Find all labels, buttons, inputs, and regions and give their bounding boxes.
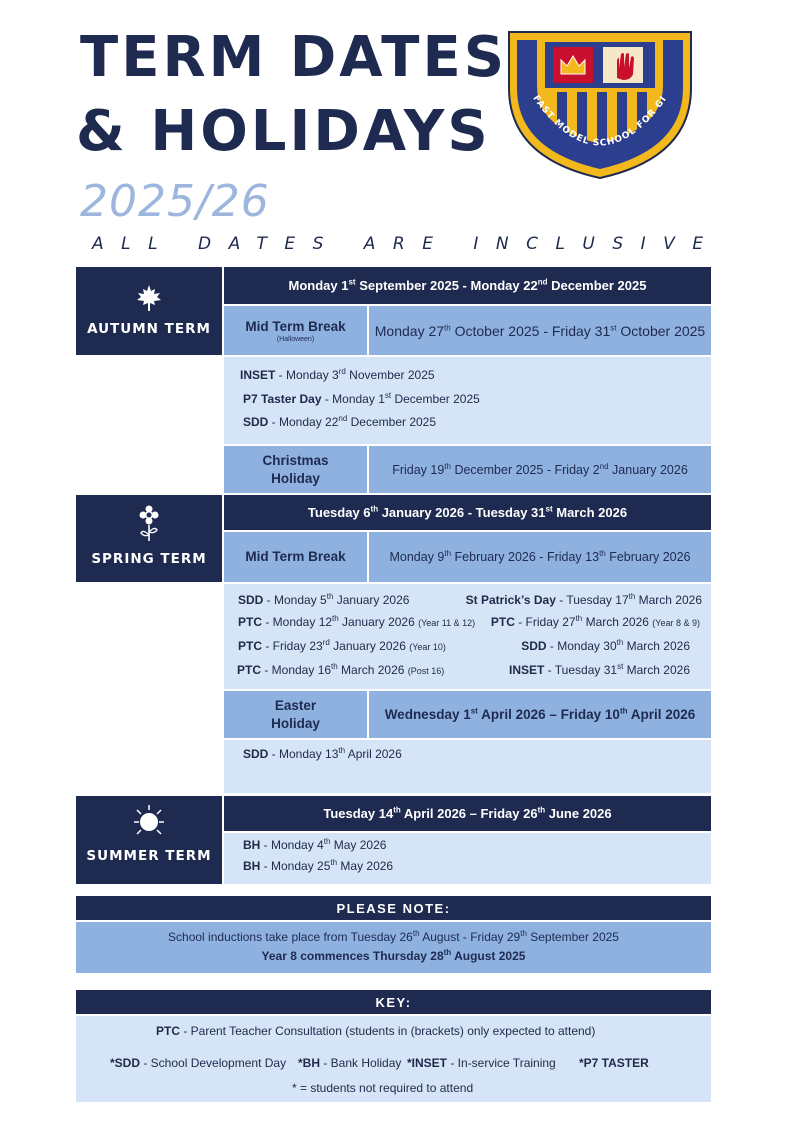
spring-event-right-3: SDD - Monday 30th March 2026 bbox=[521, 638, 690, 653]
spring-mid-term-dates: Monday 9th February 2026 - Friday 13th February 2026 bbox=[369, 532, 711, 582]
spring-event-right-2: PTC - Friday 27th March 2026 (Year 8 & 9) bbox=[490, 614, 700, 629]
summer-term-label: SUMMER TERM bbox=[86, 848, 212, 864]
autumn-event-sdd: SDD - Monday 22nd December 2025 bbox=[243, 414, 437, 429]
easter-holiday-dates: Wednesday 1st April 2026 – Friday 10th April 2026 bbox=[369, 691, 711, 738]
spring-events bbox=[224, 584, 711, 689]
spring-event-right-4: INSET - Tuesday 31st March 2026 bbox=[509, 662, 690, 677]
key-title: KEY: bbox=[375, 994, 412, 1010]
sun-icon bbox=[129, 804, 169, 838]
flower-icon bbox=[136, 505, 162, 543]
inclusive-subtitle: ALL DATES ARE INCLUSIVE bbox=[92, 234, 721, 254]
autumn-event-inset: INSET - Monday 3rd November 2025 bbox=[240, 367, 435, 382]
summer-events bbox=[224, 833, 711, 884]
maple-leaf-icon bbox=[134, 283, 164, 313]
autumn-range-text: Monday 1st September 2025 - Monday 22nd December 2025 bbox=[288, 277, 647, 293]
easter-label-2: Holiday bbox=[271, 715, 320, 731]
spring-event-left-4: PTC - Monday 16th March 2026 (Post 16) bbox=[237, 662, 445, 677]
key-p7: *P7 TASTER bbox=[579, 1056, 649, 1070]
christmas-label-2: Holiday bbox=[271, 470, 320, 486]
school-crest-logo bbox=[505, 28, 695, 180]
spring-event-sdd-april: SDD - Monday 13th April 2026 bbox=[243, 746, 402, 761]
key-footnote: * = students not required to attend bbox=[292, 1081, 474, 1095]
key-bh: *BH - Bank Holiday bbox=[298, 1056, 402, 1070]
spring-event-left-1: SDD - Monday 5th January 2026 bbox=[238, 592, 410, 607]
autumn-mid-term-label bbox=[224, 306, 367, 355]
easter-holiday-label bbox=[224, 691, 367, 738]
spring-mid-term-label bbox=[224, 532, 367, 582]
please-note-body bbox=[76, 922, 711, 973]
summer-event-bh-1: BH - Monday 4th May 2026 bbox=[243, 837, 387, 852]
autumn-mid-term-sub: (Halloween) bbox=[276, 336, 315, 343]
spring-mid-term-title: Mid Term Break bbox=[245, 549, 346, 564]
title-term-dates: TERM DATES bbox=[80, 25, 508, 90]
autumn-term-range bbox=[224, 267, 711, 304]
christmas-label-1: Christmas bbox=[262, 452, 329, 468]
key-inset: *INSET - In-service Training bbox=[407, 1056, 556, 1070]
autumn-mid-term-dates: Monday 27th October 2025 - Friday 31st October 2025 bbox=[369, 306, 711, 355]
autumn-mid-term-title: Mid Term Break bbox=[245, 319, 346, 334]
spring-term-range bbox=[224, 495, 711, 530]
autumn-term-label: AUTUMN TERM bbox=[87, 321, 211, 337]
title-holidays: & HOLIDAYS bbox=[76, 99, 491, 164]
spring-event-left-2: PTC - Monday 12th January 2026 (Year 11 & 12) bbox=[238, 614, 476, 629]
key-sdd: *SDD - School Development Day bbox=[110, 1056, 287, 1070]
christmas-holiday-dates: Friday 19th December 2025 - Friday 2nd January 2026 bbox=[369, 446, 711, 493]
spring-after-easter bbox=[224, 740, 711, 793]
key-ptc: PTC - Parent Teacher Consultation (students in (brackets) only expected to attend) bbox=[156, 1024, 596, 1038]
please-note-header bbox=[76, 896, 711, 920]
easter-label-1: Easter bbox=[274, 697, 317, 713]
key-header bbox=[76, 990, 711, 1014]
spring-term-label: SPRING TERM bbox=[91, 551, 207, 567]
christmas-holiday-label bbox=[224, 446, 367, 493]
spring-event-right-1: St Patrick’s Day - Tuesday 17th March 2026 bbox=[465, 592, 702, 607]
autumn-events bbox=[224, 357, 711, 444]
crest-text: FAST MODEL SCHOOL FOR GI bbox=[530, 93, 670, 149]
summer-term-range bbox=[224, 796, 711, 831]
note-year8: Year 8 commences Thursday 28th August 2025 bbox=[261, 948, 526, 963]
note-inductions: School inductions take place from Tuesday 26th August - Friday 29th September 2025 bbox=[168, 929, 619, 944]
school-year: 2025/26 bbox=[80, 176, 270, 227]
spring-event-left-3: PTC - Friday 23rd January 2026 (Year 10) bbox=[238, 638, 446, 653]
spring-term-block bbox=[76, 495, 222, 582]
summer-range-text: Tuesday 14th April 2026 – Friday 26th June 2026 bbox=[323, 805, 612, 821]
summer-event-bh-2: BH - Monday 25th May 2026 bbox=[243, 858, 394, 873]
spring-range-text: Tuesday 6th January 2026 - Tuesday 31st March 2026 bbox=[307, 504, 628, 520]
key-body bbox=[76, 1016, 711, 1102]
autumn-event-p7: P7 Taster Day - Monday 1st December 2025 bbox=[243, 391, 480, 406]
summer-term-block bbox=[76, 796, 222, 884]
autumn-term-block bbox=[76, 267, 222, 355]
please-note-title: PLEASE NOTE: bbox=[336, 900, 451, 916]
